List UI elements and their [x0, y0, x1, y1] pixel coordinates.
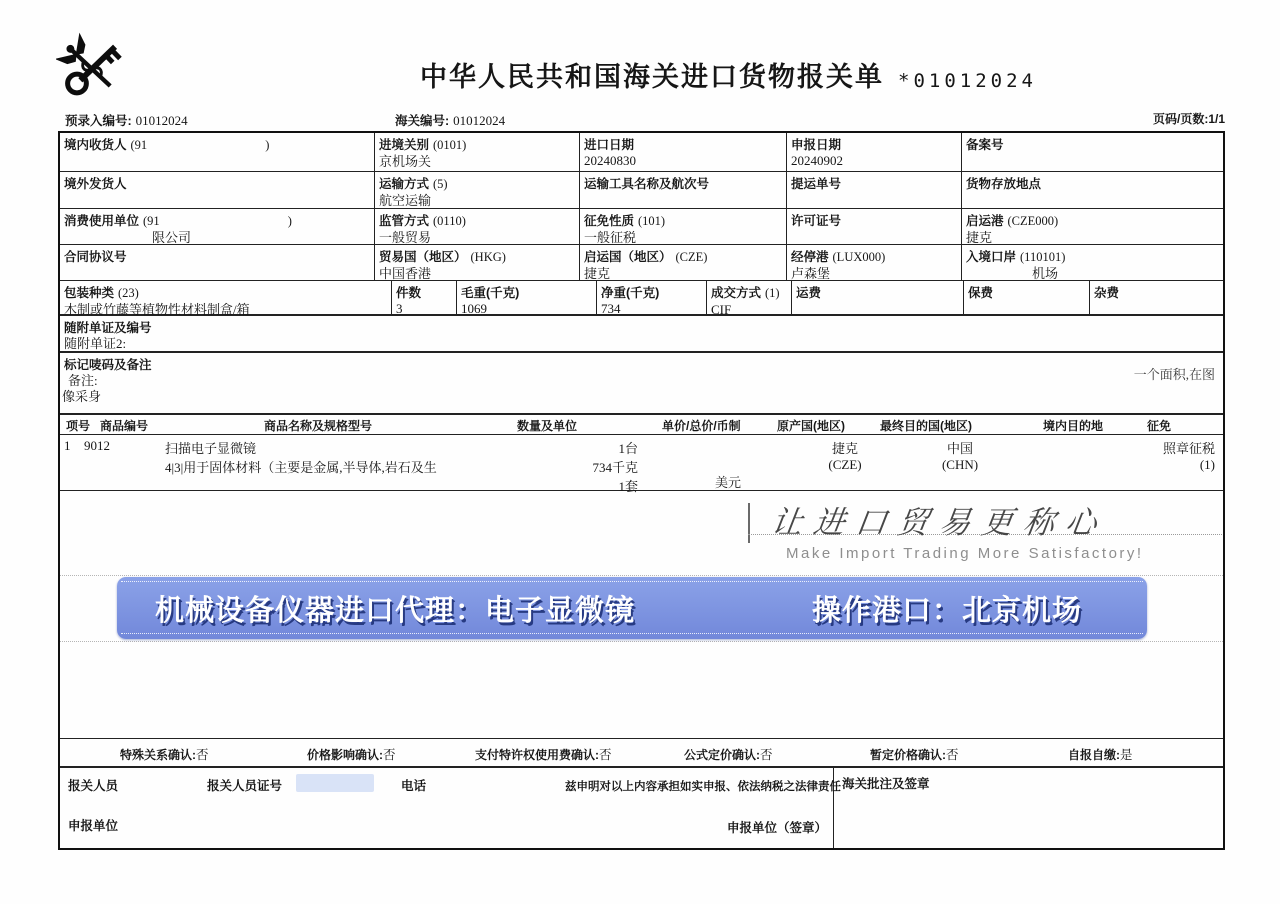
item-currency: 美元	[715, 475, 742, 490]
field-label: 经停港	[791, 250, 829, 264]
field-value: 1069	[461, 301, 487, 316]
field-label: 净重(千克)	[601, 286, 660, 300]
page-count: 页码/页数:1/1	[1152, 112, 1225, 126]
field-pieces	[392, 281, 457, 314]
confirm-label: 特殊关系确认:	[120, 748, 196, 762]
field-label: 成交方式	[711, 286, 762, 300]
confirm-price-influence	[307, 746, 396, 764]
field-label: 申报日期	[791, 138, 842, 152]
customs-notes-label: 海关批注及签章	[842, 777, 930, 791]
notes-line2: 像采身	[62, 389, 102, 404]
field-code: (5)	[433, 177, 448, 191]
confirm-self-declare-pay	[1068, 746, 1133, 764]
watermark-slogan-cn: 让进口贸易更称心	[769, 505, 1111, 540]
item-dest-code: (CHN)	[941, 457, 979, 472]
field-label: 境内收货人	[64, 138, 127, 152]
field-code: (HKG)	[470, 250, 506, 264]
field-value: 中国香港	[379, 266, 432, 281]
pre-entry-number	[65, 111, 188, 130]
field-declare-date	[787, 133, 962, 171]
form-row-packing	[60, 281, 1223, 316]
field-transaction-mode	[707, 281, 792, 317]
field-label: 消费使用单位	[64, 214, 140, 228]
field-code: (1)	[765, 286, 780, 300]
watermark-tick	[748, 503, 750, 543]
document-title-block	[420, 55, 1037, 94]
field-license-no	[787, 209, 962, 244]
item-name-line1: 扫描电子显微镜	[165, 441, 257, 456]
field-code: (LUX000)	[832, 250, 886, 264]
field-code: (91	[143, 214, 160, 228]
item-commodity-code: 9012	[84, 438, 110, 453]
goods-col-item-no: 项号	[66, 419, 91, 433]
field-label: 保费	[968, 286, 994, 300]
field-label: 启运港	[966, 214, 1004, 228]
confirm-value: 是	[1120, 748, 1133, 762]
field-value: 随附单证2:	[64, 336, 127, 351]
field-marks-notes	[60, 353, 1223, 413]
confirm-label: 自报自缴:	[1068, 748, 1120, 762]
field-consignee	[60, 133, 375, 171]
confirm-formula-pricing	[684, 746, 773, 764]
footer-customs-notes-cell	[834, 768, 1223, 848]
confirm-label: 暂定价格确认:	[870, 748, 946, 762]
goods-item-row	[60, 435, 1223, 494]
goods-col-origin-country: 原产国(地区)	[777, 419, 845, 433]
item-origin: 捷克	[831, 441, 858, 456]
field-bill-no	[787, 172, 962, 208]
field-label: 提运单号	[791, 177, 842, 191]
banner-right-text-wrap	[812, 577, 1082, 639]
footer-declarant-cell	[60, 768, 841, 848]
field-code: (0110)	[433, 214, 466, 228]
confirm-value: 否	[599, 748, 612, 762]
field-departure-port	[962, 209, 1223, 244]
field-label: 进境关别	[379, 138, 430, 152]
dotted-rule-bottom	[60, 641, 1223, 642]
customs-number-label: 海关编号:	[395, 114, 450, 128]
field-value: 限公司	[152, 230, 192, 245]
watermark-slogan-en: Make Import Trading More Satisfactory!	[786, 545, 1144, 562]
confirm-royalty-payment	[475, 746, 612, 764]
declare-unit-sign-label: 申报单位（签章）	[726, 821, 827, 835]
field-value: 机场	[1032, 266, 1059, 281]
promo-banner	[117, 577, 1147, 639]
form-row-shipper	[60, 172, 1223, 209]
confirm-provisional-price	[870, 746, 959, 764]
item-duty-text: 照章征税	[1162, 441, 1215, 456]
field-label: 运输工具名称及航次号	[584, 177, 710, 191]
field-value: CIF	[711, 302, 732, 317]
item-dest-country	[895, 438, 1025, 473]
phone-label: 电话	[401, 779, 427, 793]
field-import-date	[580, 133, 787, 171]
pre-entry-value: 01012024	[135, 113, 188, 128]
item-qty-unit	[490, 438, 638, 495]
goods-col-name-spec: 商品名称及规格型号	[264, 419, 373, 433]
field-entry-port	[962, 245, 1223, 280]
item-duty	[1090, 438, 1215, 473]
declaration-statement: 兹申明对以上内容承担如实申报、依法纳税之法律责任	[565, 781, 841, 793]
declaration-serial: *01012024	[898, 70, 1037, 92]
field-misc-fees	[1090, 281, 1223, 314]
item-duty-code: (1)	[1199, 457, 1215, 472]
field-code: (0101)	[433, 138, 467, 152]
field-label: 贸易国（地区）	[379, 250, 467, 264]
field-departure-country	[580, 245, 787, 280]
confirmations-row	[60, 739, 1223, 768]
field-label: 监管方式	[379, 214, 430, 228]
field-net-weight	[597, 281, 707, 314]
field-value: 京机场关	[379, 154, 432, 169]
field-value: 20240830	[584, 153, 636, 168]
item-origin-code: (CZE)	[828, 457, 862, 472]
field-code: (91	[130, 138, 148, 152]
goods-header-row	[60, 415, 1223, 435]
banner-left-text-wrap	[155, 577, 635, 639]
goods-col-qty-unit: 数量及单位	[517, 419, 578, 433]
goods-col-dest-country: 最终目的国(地区)	[880, 419, 972, 433]
field-label: 启运国（地区）	[584, 250, 672, 264]
confirm-label: 公式定价确认:	[684, 748, 760, 762]
field-label: 运输方式	[379, 177, 430, 191]
field-value: 一般征税	[584, 230, 637, 245]
customs-number-value: 01012024	[453, 113, 506, 128]
field-supervision-mode	[375, 209, 580, 244]
notes-right-text: 一个面积,在图	[1133, 367, 1215, 382]
field-label: 随附单证及编号	[64, 321, 152, 335]
field-transport-mode	[375, 172, 580, 208]
field-label: 备案号	[966, 138, 1004, 152]
field-label: 合同协议号	[64, 250, 127, 264]
pre-entry-label: 预录入编号:	[65, 114, 132, 128]
field-label: 进口日期	[584, 138, 635, 152]
field-code-close: )	[287, 214, 292, 228]
item-name-line2: 4|3|用于固体材料（主要是金属,半导体,岩石及生	[165, 460, 437, 475]
field-label: 毛重(千克)	[461, 286, 520, 300]
page-title: 中华人民共和国海关进口货物报关单	[420, 62, 884, 92]
declare-unit-label: 申报单位	[68, 819, 119, 833]
field-freight	[792, 281, 964, 314]
form-row-consumer	[60, 209, 1223, 245]
field-label: 入境口岸	[966, 250, 1017, 264]
goods-blank-area	[60, 491, 1223, 739]
declaration-form-table	[58, 131, 1225, 850]
field-entry-customs	[375, 133, 580, 171]
field-label: 境外发货人	[64, 177, 127, 191]
field-code: (CZE)	[675, 250, 708, 264]
field-code: (CZE000)	[1007, 214, 1059, 228]
field-contract-no	[60, 245, 375, 280]
form-row-contract	[60, 245, 1223, 281]
declarant-cert-redaction	[296, 774, 374, 792]
field-storage-place	[962, 172, 1223, 208]
field-attached-docs	[60, 316, 1223, 351]
field-code: (23)	[118, 286, 139, 300]
goods-col-domestic-dest: 境内目的地	[1043, 419, 1104, 433]
field-value: 一般贸易	[379, 230, 432, 245]
field-record-no	[962, 133, 1223, 171]
confirm-label: 价格影响确认:	[307, 748, 383, 762]
notes-line1: 备注:	[68, 373, 98, 388]
field-label: 杂费	[1094, 286, 1120, 300]
item-qty1: 1台	[618, 441, 638, 456]
field-label: 运费	[796, 286, 822, 300]
dotted-rule-top	[60, 575, 1223, 576]
field-overseas-shipper	[60, 172, 375, 208]
item-qty3: 1套	[618, 479, 638, 494]
field-trade-country	[375, 245, 580, 280]
item-no: 1	[64, 438, 71, 453]
goods-col-price-currency: 单价/总价/币制	[662, 419, 741, 433]
item-qty2: 734千克	[592, 460, 638, 475]
field-value: 捷克	[966, 230, 993, 245]
field-packing-type	[60, 281, 392, 317]
goods-col-commodity-code: 商品编号	[100, 419, 149, 433]
confirm-value: 否	[946, 748, 959, 762]
confirm-value: 否	[196, 748, 209, 762]
field-value: 734	[601, 301, 621, 316]
field-label: 件数	[396, 286, 422, 300]
field-value: 捷克	[584, 266, 611, 281]
field-gross-weight	[457, 281, 597, 314]
confirm-value: 否	[760, 748, 773, 762]
field-value: 木制或竹藤等植物性材料制盒/箱	[64, 302, 250, 317]
declarant-cert-label: 报关人员证号	[207, 779, 283, 793]
field-transport-name	[580, 172, 787, 208]
field-label: 许可证号	[791, 214, 842, 228]
field-levy-nature	[580, 209, 787, 244]
field-label: 包装种类	[64, 286, 115, 300]
confirm-special-relation	[120, 746, 209, 764]
customs-number	[395, 111, 505, 130]
field-value: 20240902	[791, 153, 843, 168]
item-name-spec	[165, 438, 437, 476]
customs-emblem-icon	[56, 32, 128, 106]
field-code-close: )	[265, 138, 270, 152]
field-value: 航空运输	[379, 193, 432, 208]
field-value: 3	[396, 301, 403, 316]
confirm-value: 否	[383, 748, 396, 762]
field-transit-port	[787, 245, 962, 280]
field-code: (101)	[638, 214, 666, 228]
field-value: 卢森堡	[791, 266, 831, 281]
form-row-attached-docs	[60, 316, 1223, 353]
form-row-consignee	[60, 133, 1223, 172]
footer-row	[60, 768, 1223, 848]
field-label: 标记唛码及备注	[64, 358, 152, 372]
field-label: 征免性质	[584, 214, 635, 228]
banner-right-text: 操作港口：北京机场	[812, 594, 1083, 627]
form-row-marks-notes	[60, 353, 1223, 415]
field-code: (110101)	[1020, 250, 1066, 264]
confirm-label: 支付特许权使用费确认:	[475, 748, 599, 762]
goods-col-duty: 征免	[1147, 419, 1172, 433]
field-label: 货物存放地点	[966, 177, 1042, 191]
banner-left-text: 机械设备仪器进口代理：电子显微镜	[155, 594, 636, 627]
item-dest: 中国	[946, 441, 973, 456]
field-consumer-unit	[60, 209, 375, 244]
field-insurance	[964, 281, 1090, 314]
declarant-label: 报关人员	[68, 779, 119, 793]
